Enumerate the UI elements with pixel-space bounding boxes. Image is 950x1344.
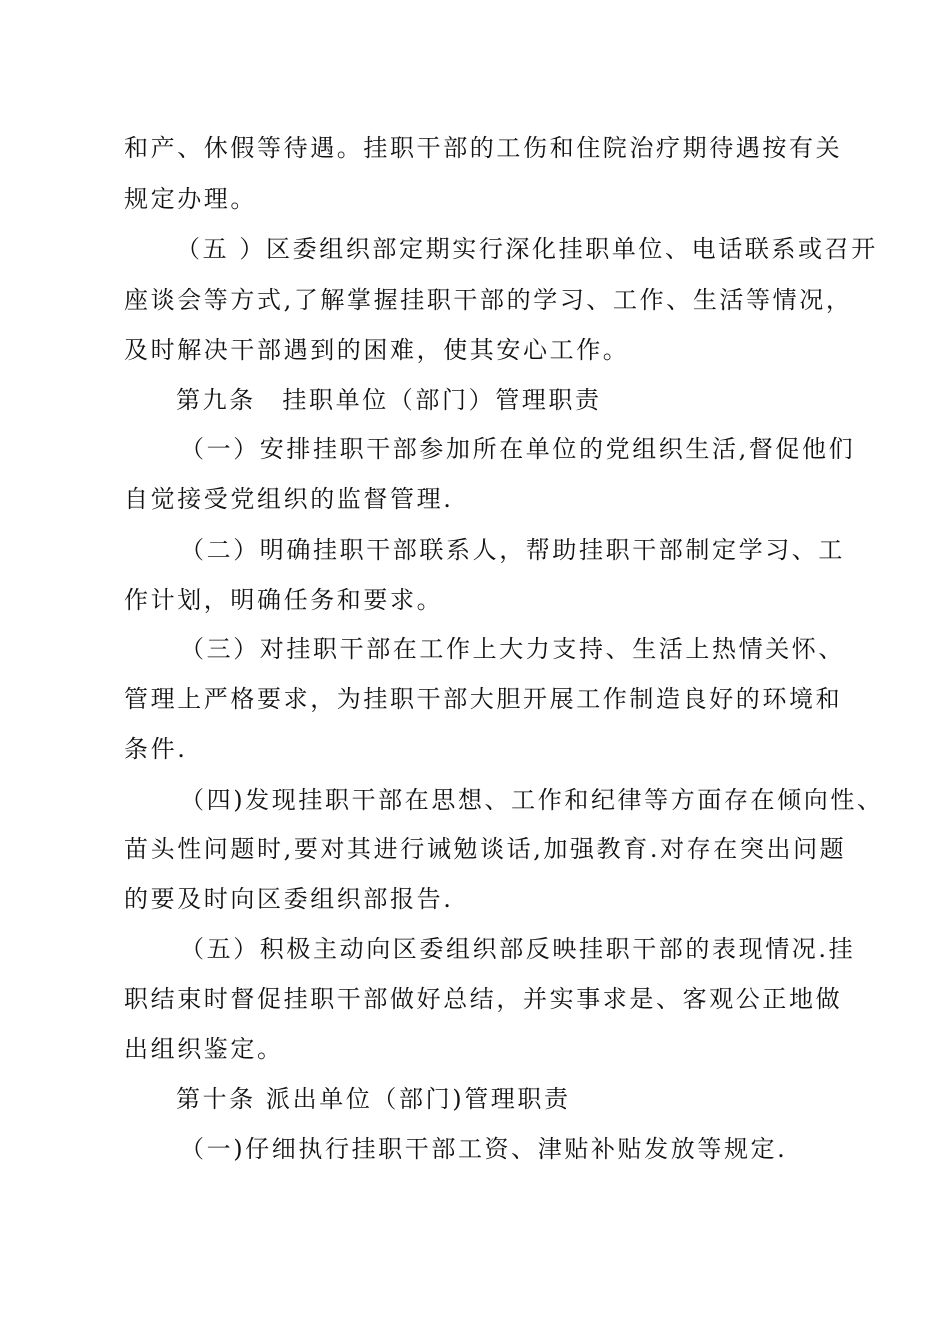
- text-line: 职结束时督促挂职干部做好总结，并实事求是、客观公正地做: [124, 985, 843, 1013]
- text-line: 的要及时向区委组织部报告.: [124, 885, 454, 913]
- text-line: 和产、休假等待遇。挂职干部的工伤和住院治疗期待遇按有关: [124, 134, 843, 162]
- text-line: （一)仔细执行挂职干部工资、津贴补贴发放等规定.: [180, 1135, 788, 1163]
- text-line: 管理上严格要求，为挂职干部大胆开展工作制造良好的环境和: [124, 685, 843, 713]
- text-line: 作计划，明确任务和要求。: [124, 586, 444, 614]
- text-line: （五）积极主动向区委组织部反映挂职干部的表现情况.挂: [180, 935, 856, 963]
- text-line: 出组织鉴定。: [124, 1035, 284, 1063]
- text-line: （三）对挂职干部在工作上大力支持、生活上热情关怀、: [180, 635, 845, 663]
- text-line: 座谈会等方式,了解掌握挂职干部的学习、工作、生活等情况，: [124, 286, 853, 314]
- section-heading: 第十条 派出单位（部门)管理职责: [176, 1085, 571, 1113]
- text-line: 及时解决干部遇到的困难，使其安心工作。: [124, 336, 630, 364]
- text-line: （二）明确挂职干部联系人，帮助挂职干部制定学习、工: [180, 536, 845, 564]
- text-line: （四)发现挂职干部在思想、工作和纪律等方面存在倾向性、: [180, 786, 884, 814]
- text-line: 规定办理。: [124, 185, 257, 213]
- text-line: （一）安排挂职干部参加所在单位的党组织生活,督促他们: [180, 435, 856, 463]
- text-line: 苗头性问题时,要对其进行诫勉谈话,加强教育.对存在突出问题: [124, 835, 847, 863]
- text-line: 自觉接受党组织的监督管理.: [124, 485, 454, 513]
- section-heading: 第九条 挂职单位（部门）管理职责: [176, 386, 602, 414]
- text-line: （五 ）区委组织部定期实行深化挂职单位、电话联系或召开: [176, 235, 878, 263]
- text-line: 条件.: [124, 735, 188, 763]
